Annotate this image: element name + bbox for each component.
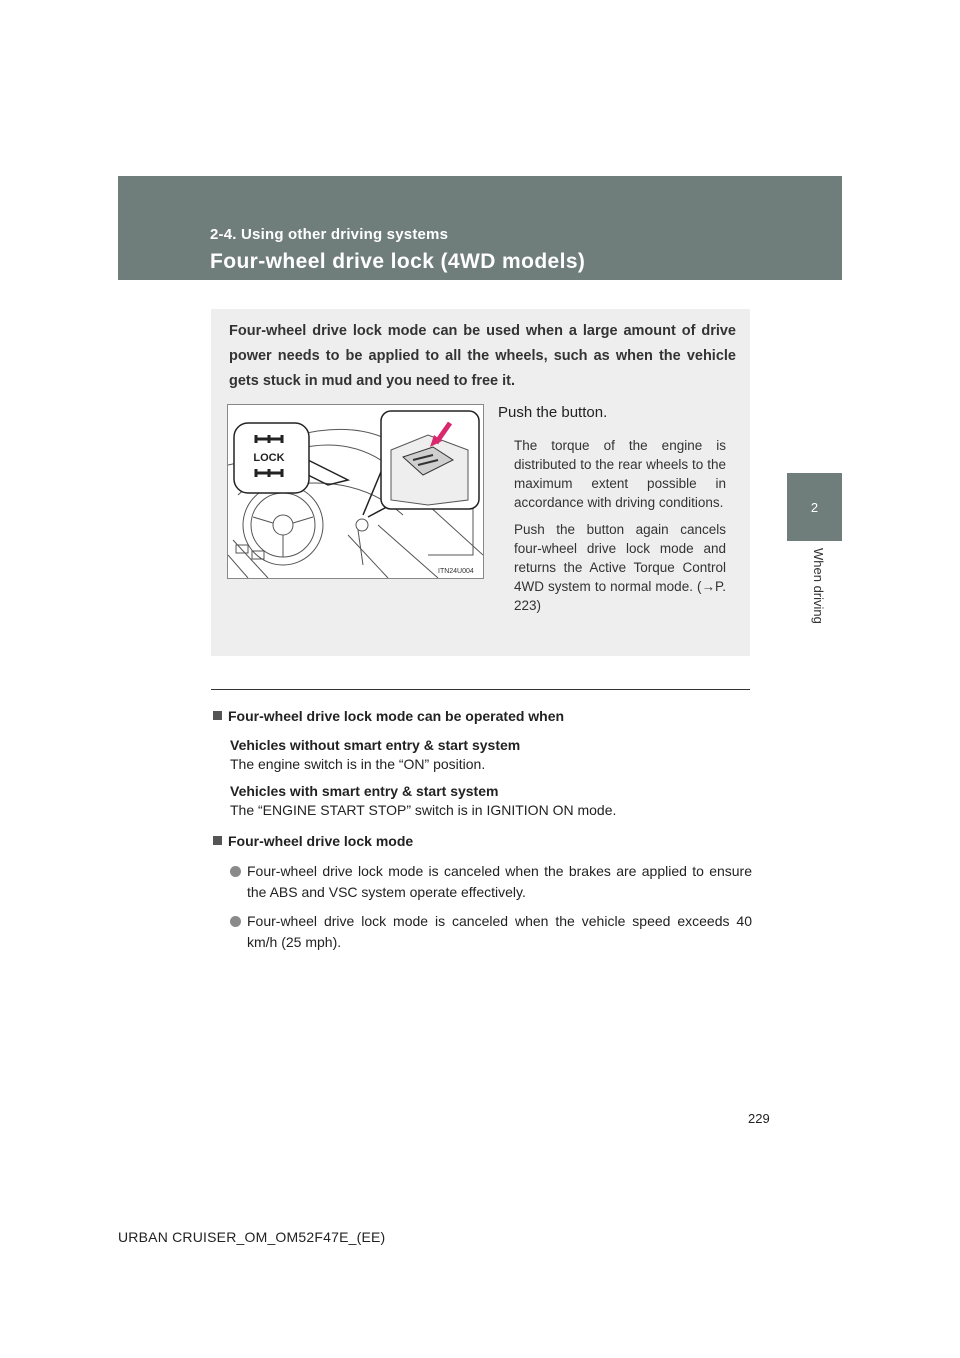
step-body [514, 436, 726, 623]
step-paragraph-2: Push the button again cancels four-wheel drive lock mode and returns the Active Torque Control 4WD system to normal mode. (→P. 223) [514, 522, 726, 613]
chapter-tab [787, 473, 842, 541]
intro-box [211, 309, 750, 656]
note-with-smart-entry [212, 782, 752, 820]
note-heading-operation [212, 707, 752, 726]
chapter-tab-label: When driving [811, 548, 826, 624]
square-bullet-icon [213, 711, 222, 720]
section-divider [211, 689, 750, 690]
note-with-smart-entry-label: Vehicles with smart entry & start system [230, 783, 499, 799]
note-without-smart-entry-label: Vehicles without smart entry & start system [230, 737, 521, 753]
lock-label: LOCK [253, 452, 285, 464]
footer-document-code: URBAN CRUISER_OM_OM52F47E_(EE) [118, 1229, 386, 1245]
note-without-smart-entry-text: The engine switch is in the “ON” position. [230, 756, 486, 772]
chapter-tab-number: 2 [810, 499, 819, 515]
chapter-header-band [118, 176, 842, 280]
note-heading-lock-mode-text: Four-wheel drive lock mode [228, 833, 414, 849]
note-bullet-speed [212, 911, 752, 953]
notes-section [212, 707, 752, 961]
lock-indicator-callout [234, 423, 309, 493]
note-bullet-speed-text: Four-wheel drive lock mode is canceled when the vehicle speed exceeds 40 km/h (25 mph). [247, 913, 752, 950]
figure-code: ITN24U004 [438, 568, 474, 575]
button-closeup [381, 411, 479, 509]
note-heading-lock-mode [212, 832, 752, 851]
dashboard-drawing [228, 405, 483, 578]
step-paragraph-1: The torque of the engine is distributed to the rear wheels to the maximum extent possible in accordance with driving conditions. [514, 438, 726, 510]
note-without-smart-entry [212, 736, 752, 774]
square-bullet-icon [213, 836, 222, 845]
note-bullet-brakes-text: Four-wheel drive lock mode is canceled when the brakes are applied to ensure the ABS and VSC system operate effectively. [247, 863, 752, 900]
page-title: Four-wheel drive lock (4WD models) [210, 250, 586, 273]
note-bullet-brakes [212, 861, 752, 903]
note-with-smart-entry-text: The “ENGINE START STOP” switch is in IGNITION ON mode. [230, 802, 617, 818]
intro-text: Four-wheel drive lock mode can be used when a large amount of drive power needs to be applied to all the wheels, such as when the vehicle gets stuck in mud and you need to free it. [229, 323, 736, 389]
dashboard-illustration [227, 404, 484, 579]
page-number: 229 [748, 1111, 770, 1126]
circle-bullet-icon [230, 866, 241, 877]
step-heading: Push the button. [498, 404, 608, 421]
section-label: 2-4. Using other driving systems [210, 226, 449, 243]
circle-bullet-icon [230, 916, 241, 927]
note-heading-operation-text: Four-wheel drive lock mode can be operated when [228, 708, 565, 724]
